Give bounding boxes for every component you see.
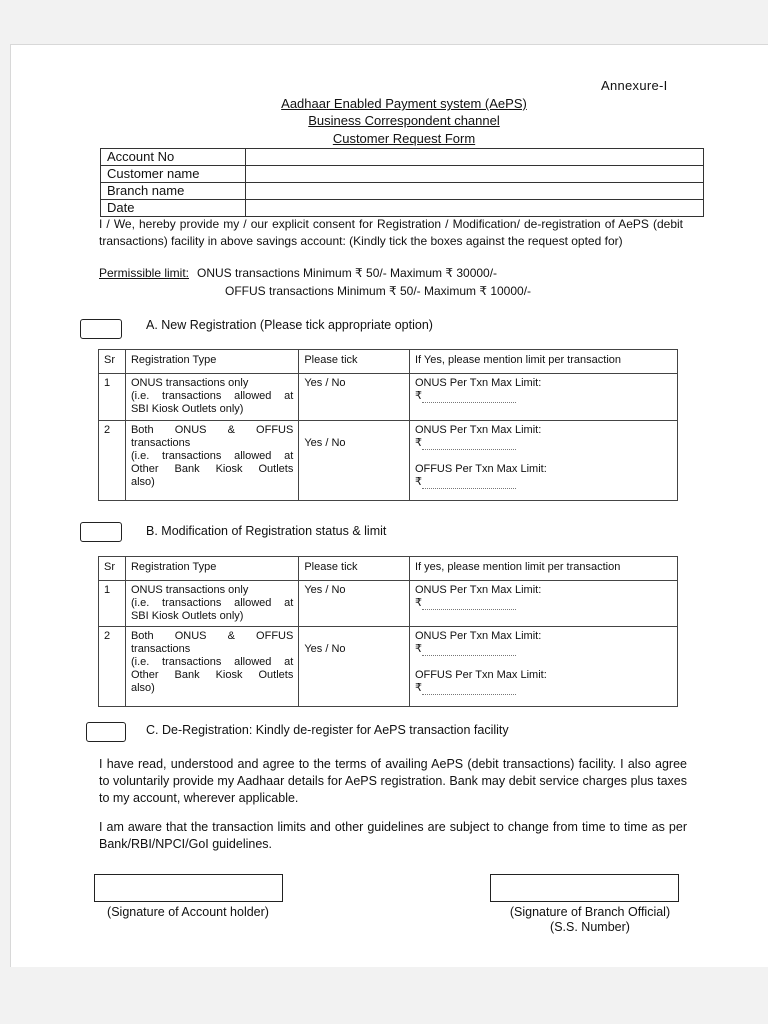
col-please-tick: Please tick <box>299 350 410 374</box>
table-row <box>101 200 704 217</box>
rupee-symbol: ₹ <box>414 682 422 694</box>
branch-official-signature-box[interactable] <box>490 874 679 902</box>
modification-checkbox[interactable] <box>80 522 122 542</box>
annexure-label: Annexure-I <box>601 78 668 93</box>
new-registration-table <box>98 349 678 501</box>
onus-limit-label: ONUS Per Txn Max Limit: <box>414 424 542 436</box>
account-no-label: Account No <box>101 149 246 166</box>
type-line: Both ONUS & OFFUS <box>130 630 294 642</box>
onus-limit-input[interactable] <box>415 390 672 403</box>
onus-limit-input[interactable] <box>415 437 672 450</box>
offus-limit-input[interactable] <box>415 682 672 695</box>
customer-name-field[interactable] <box>246 166 704 183</box>
col-limit: If yes, please mention limit per transaction <box>409 557 677 581</box>
onus-limit-label: ONUS Per Txn Max Limit: <box>414 630 542 642</box>
onus-limit-input[interactable] <box>415 643 672 656</box>
table-row <box>101 166 704 183</box>
type-line: SBI Kiosk Outlets only) <box>130 610 244 622</box>
rupee-symbol: ₹ <box>414 643 422 655</box>
yes-no-option[interactable]: Yes / No <box>299 374 410 421</box>
table-row <box>99 374 678 421</box>
rupee-symbol: ₹ <box>414 597 422 609</box>
limit-cell <box>409 421 677 501</box>
type-line: Other Bank Kiosk Outlets <box>130 669 294 681</box>
consent-text: I / We, hereby provide my / our explicit consent for Registration / Modification/ de-registration of AePS (debit transactions) facility in above savings account: (Kindly tick the boxes against the request opted for) <box>99 217 683 248</box>
yes-no-option[interactable] <box>299 421 410 501</box>
de-registration-checkbox[interactable] <box>86 722 126 742</box>
table-row <box>99 421 678 501</box>
yes-no-text: Yes / No <box>304 437 346 449</box>
rupee-symbol: ₹ <box>414 390 422 402</box>
offus-limit-input[interactable] <box>415 476 672 489</box>
yes-no-text: Yes / No <box>304 643 346 655</box>
type-line: ONUS transactions only <box>130 377 249 389</box>
onus-limit-label: ONUS Per Txn Max Limit: <box>414 584 542 596</box>
table-row <box>101 183 704 200</box>
registration-type-cell <box>125 627 298 707</box>
table-row <box>101 149 704 166</box>
type-line: Both ONUS & OFFUS <box>130 424 294 436</box>
sr-cell: 1 <box>99 374 126 421</box>
col-registration-type: Registration Type <box>125 557 298 581</box>
onus-limit-input[interactable] <box>415 597 672 610</box>
permissible-limit-row <box>99 266 497 280</box>
type-line: SBI Kiosk Outlets only) <box>130 403 244 415</box>
type-line: ONUS transactions only <box>130 584 249 596</box>
limit-cell <box>409 581 677 627</box>
form-title-line2: Business Correspondent channel <box>308 113 500 128</box>
branch-official-signature-label: (Signature of Branch Official) <box>509 905 671 919</box>
registration-type-cell <box>125 374 298 421</box>
table-row <box>99 627 678 707</box>
date-field[interactable] <box>246 200 704 217</box>
sr-cell: 1 <box>99 581 126 627</box>
col-registration-type: Registration Type <box>125 350 298 374</box>
account-info-table <box>100 148 704 217</box>
col-sr: Sr <box>99 350 126 374</box>
branch-name-field[interactable] <box>246 183 704 200</box>
table-row <box>99 581 678 627</box>
table-header-row <box>99 350 678 374</box>
type-line: (i.e. transactions allowed at <box>130 656 294 668</box>
type-line: also) <box>130 682 155 694</box>
account-holder-signature-label: (Signature of Account holder) <box>107 905 269 919</box>
form-title-line1: Aadhaar Enabled Payment system (AePS) <box>281 96 527 111</box>
type-line: Other Bank Kiosk Outlets <box>130 463 294 475</box>
type-line: (i.e. transactions allowed at <box>130 390 294 402</box>
yes-no-option[interactable]: Yes / No <box>299 581 410 627</box>
limit-cell <box>409 374 677 421</box>
sr-cell: 2 <box>99 627 126 707</box>
section-a-title: A. New Registration (Please tick appropriate option) <box>146 318 433 332</box>
offus-limit-text: OFFUS transactions Minimum ₹ 50/- Maximum ₹ 10000/- <box>225 284 532 298</box>
declaration-guidelines: I am aware that the transaction limits and other guidelines are subject to change from time to time as per Bank/RBI/NPCI/GoI guidelines. <box>99 820 687 851</box>
type-line: transactions <box>130 643 191 655</box>
col-limit: If Yes, please mention limit per transaction <box>409 350 677 374</box>
registration-type-cell <box>125 421 298 501</box>
account-holder-signature-box[interactable] <box>94 874 283 902</box>
ss-number-label: (S.S. Number) <box>550 920 630 934</box>
rupee-symbol: ₹ <box>414 476 422 488</box>
type-line: (i.e. transactions allowed at <box>130 450 294 462</box>
onus-limit-label: ONUS Per Txn Max Limit: <box>414 377 542 389</box>
section-c-title: C. De-Registration: Kindly de-register for AePS transaction facility <box>146 723 509 737</box>
sr-cell: 2 <box>99 421 126 501</box>
type-line: (i.e. transactions allowed at <box>130 597 294 609</box>
onus-limit-text: ONUS transactions Minimum ₹ 50/- Maximum ₹ 30000/- <box>197 266 498 280</box>
limit-cell <box>409 627 677 707</box>
offus-limit-label: OFFUS Per Txn Max Limit: <box>414 463 547 475</box>
type-line: transactions <box>130 437 191 449</box>
offus-limit-label: OFFUS Per Txn Max Limit: <box>414 669 547 681</box>
form-title-line3: Customer Request Form <box>332 131 476 146</box>
col-please-tick: Please tick <box>299 557 410 581</box>
permissible-limit-label: Permissible limit: <box>99 266 190 280</box>
declaration-terms: I have read, understood and agree to the terms of availing AePS (debit transactions) facility. I also agree to voluntarily provide my Aadhaar details for AePS registration. Bank may debit service charges plus taxes to my account, wherever applicable. <box>99 757 687 805</box>
modification-table <box>98 556 678 707</box>
date-label: Date <box>101 200 246 217</box>
rupee-symbol: ₹ <box>414 437 422 449</box>
new-registration-checkbox[interactable] <box>80 319 122 339</box>
type-line: also) <box>130 476 155 488</box>
registration-type-cell <box>125 581 298 627</box>
customer-name-label: Customer name <box>101 166 246 183</box>
yes-no-option[interactable] <box>299 627 410 707</box>
col-sr: Sr <box>99 557 126 581</box>
account-no-field[interactable] <box>246 149 704 166</box>
branch-name-label: Branch name <box>101 183 246 200</box>
table-header-row <box>99 557 678 581</box>
section-b-title: B. Modification of Registration status & limit <box>146 524 387 538</box>
